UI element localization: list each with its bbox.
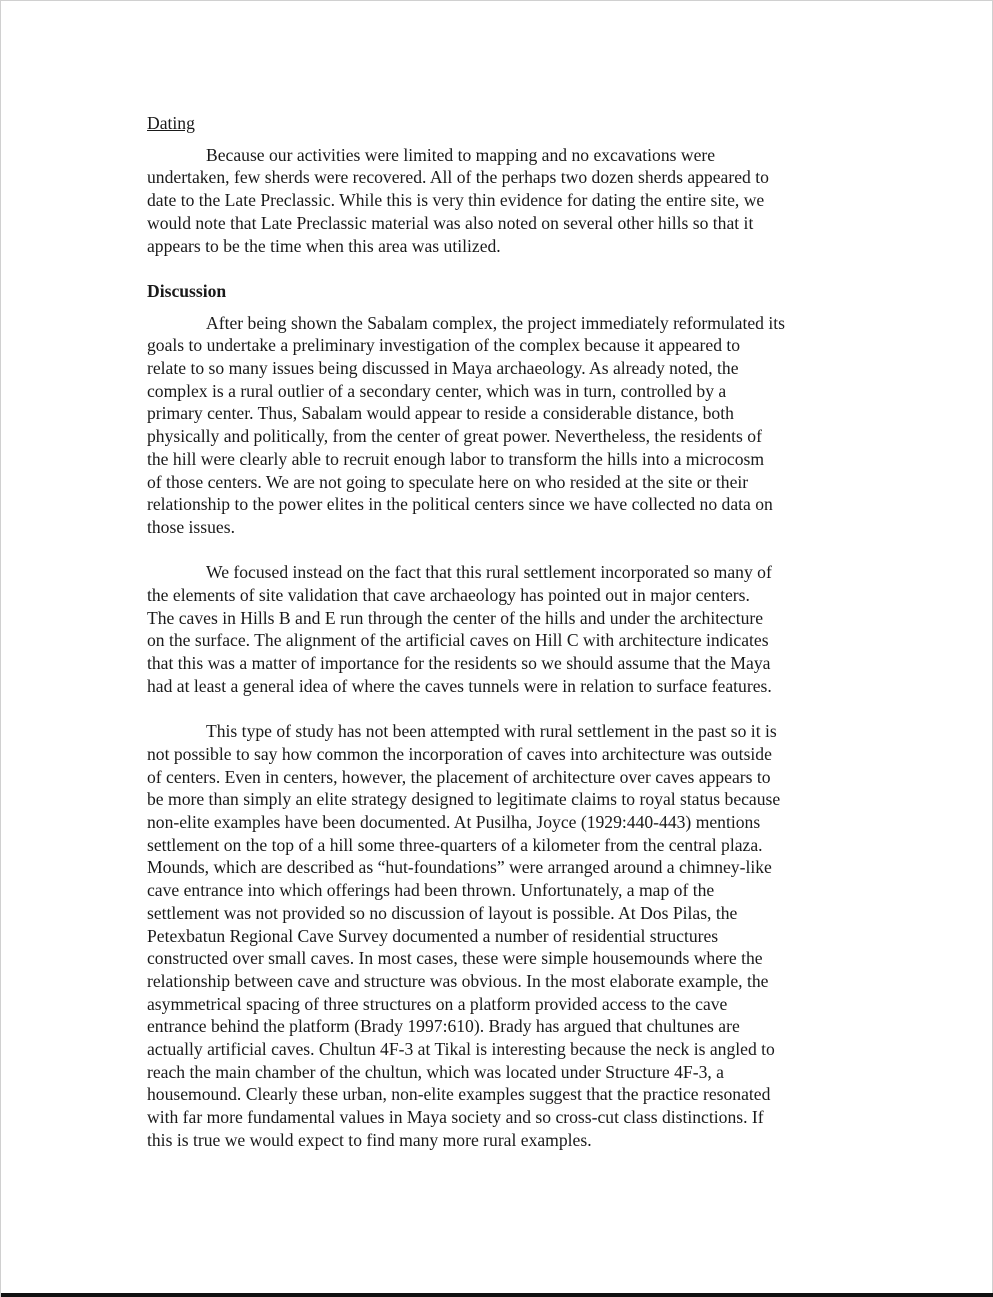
paragraph-discussion-3 bbox=[147, 720, 861, 1151]
page-bottom-edge bbox=[1, 1293, 993, 1297]
text-line: on the surface. The alignment of the artificial caves on Hill C with architecture indicates bbox=[147, 630, 769, 651]
paragraph-spacer bbox=[147, 698, 861, 721]
text-line: Because our activities were limited to mapping and no excavations were bbox=[206, 144, 716, 165]
text-line: this is true we would expect to find many more rural examples. bbox=[147, 1129, 592, 1150]
paragraph-discussion-2 bbox=[147, 561, 861, 697]
text-line: non-elite examples have been documented. At Pusilha, Joyce (1929:440-443) mentions bbox=[147, 812, 761, 833]
text-line: settlement on the top of a hill some three-quarters of a kilometer from the central plaza. bbox=[147, 834, 763, 855]
text-line: be more than simply an elite strategy designed to legitimate claims to royal status because bbox=[147, 789, 781, 810]
text-line: appears to be the time when this area was utilized. bbox=[147, 235, 501, 256]
text-line: housemound. Clearly these urban, non-elite examples suggest that the practice resonated bbox=[147, 1084, 771, 1105]
text-line: physically and politically, from the center of great power. Nevertheless, the residents of bbox=[147, 426, 762, 447]
text-line: of centers. Even in centers, however, the placement of architecture over caves appears to bbox=[147, 766, 771, 787]
text-line: the elements of site validation that cave archaeology has pointed out in major centers. bbox=[147, 585, 750, 606]
text-line: had at least a general idea of where the caves tunnels were in relation to surface features. bbox=[147, 675, 772, 696]
text-line: After being shown the Sabalam complex, the project immediately reformulated its bbox=[206, 312, 785, 333]
text-line: asymmetrical spacing of three structures on a platform provided access to the cave bbox=[147, 993, 728, 1014]
text-line: that this was a matter of importance for the residents so we should assume that the Maya bbox=[147, 653, 771, 674]
text-line: undertaken, few sherds were recovered. All of the perhaps two dozen sherds appeared to bbox=[147, 167, 769, 188]
text-line: primary center. Thus, Sabalam would appear to reside a considerable distance, both bbox=[147, 403, 734, 424]
text-line: This type of study has not been attempted with rural settlement in the past so it is bbox=[206, 721, 777, 742]
paragraph-spacer bbox=[147, 257, 861, 280]
paragraph-spacer bbox=[147, 539, 861, 562]
text-line: reach the main chamber of the chultun, which was located under Structure 4F-3, a bbox=[147, 1061, 724, 1082]
text-line: cave entrance into which offerings had been thrown. Unfortunately, a map of the bbox=[147, 880, 715, 901]
text-line: Mounds, which are described as “hut-foundations” were arranged around a chimney-like bbox=[147, 857, 772, 878]
paragraph-dating bbox=[147, 144, 861, 258]
heading-dating: Dating bbox=[147, 113, 195, 133]
text-line: date to the Late Preclassic. While this is very thin evidence for dating the entire site, we bbox=[147, 190, 765, 211]
text-line: relationship between cave and structure was obvious. In the most elaborate example, the bbox=[147, 970, 769, 991]
text-line: settlement was not provided so no discussion of layout is possible. At Dos Pilas, the bbox=[147, 902, 738, 923]
text-line: of those centers. We are not going to speculate here on who resided at the site or their bbox=[147, 471, 749, 492]
text-line: We focused instead on the fact that this rural settlement incorporated so many of bbox=[206, 562, 772, 583]
heading-discussion: Discussion bbox=[147, 280, 227, 301]
paragraph-discussion-1 bbox=[147, 312, 861, 539]
text-line: would note that Late Preclassic material was also noted on several other hills so that it bbox=[147, 212, 754, 233]
text-line: actually artificial caves. Chultun 4F-3 at Tikal is interesting because the neck is angled to bbox=[147, 1039, 775, 1060]
text-line: entrance behind the platform (Brady 1997:610). Brady has argued that chultunes are bbox=[147, 1016, 740, 1037]
text-line: constructed over small caves. In most cases, these were simple housemounds where the bbox=[147, 948, 763, 969]
document-body bbox=[147, 112, 861, 1152]
text-line: Petexbatun Regional Cave Survey documented a number of residential structures bbox=[147, 925, 719, 946]
text-line: with far more fundamental values in Maya society and so cross-cut class distinctions. If bbox=[147, 1107, 764, 1128]
text-line: not possible to say how common the incorporation of caves into architecture was outside bbox=[147, 743, 772, 764]
text-line: The caves in Hills B and E run through the center of the hills and under the architecture bbox=[147, 607, 764, 628]
text-line: the hill were clearly able to recruit enough labor to transform the hills into a microcosm bbox=[147, 448, 765, 469]
text-line: those issues. bbox=[147, 516, 235, 537]
text-line: relate to so many issues being discussed in Maya archaeology. As already noted, the bbox=[147, 358, 739, 379]
text-line: goals to undertake a preliminary investigation of the complex because it appeared to bbox=[147, 335, 741, 356]
text-line: relationship to the power elites in the political centers since we have collected no data on bbox=[147, 494, 773, 515]
text-line: complex is a rural outlier of a secondary center, which was in turn, controlled by a bbox=[147, 380, 727, 401]
